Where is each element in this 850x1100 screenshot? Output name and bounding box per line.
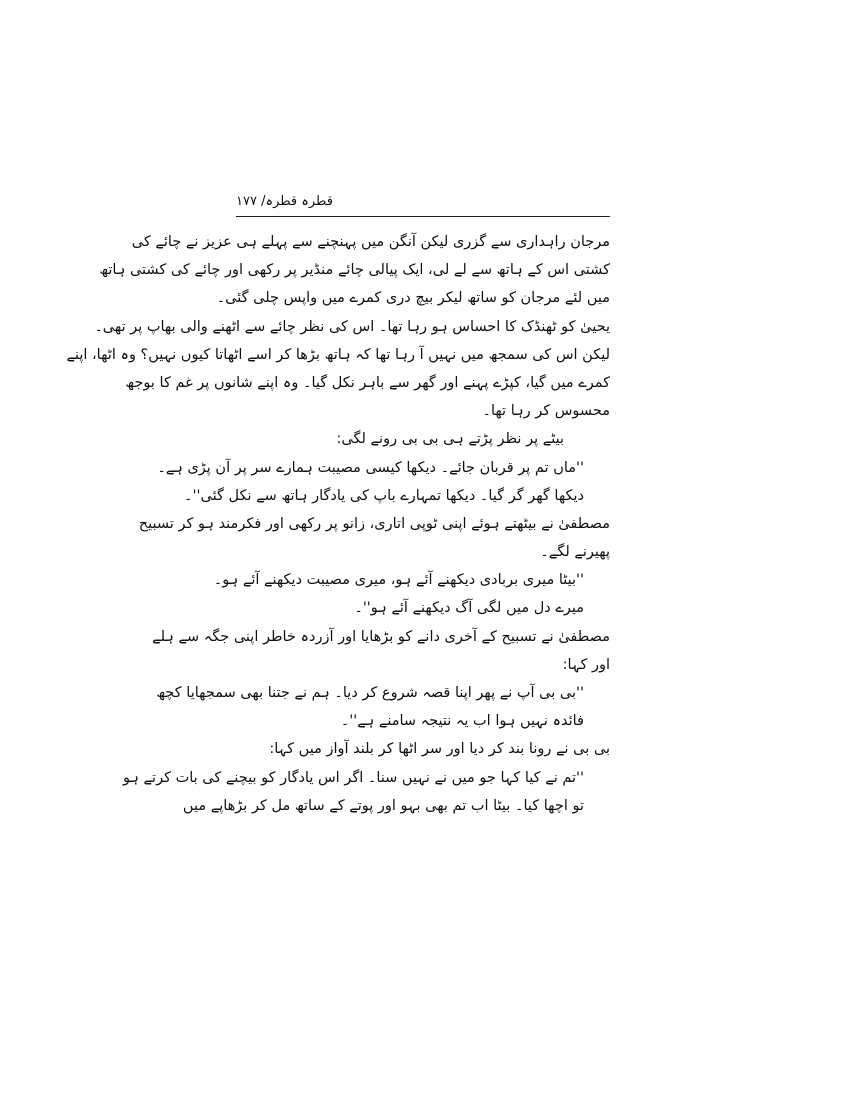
text-line: ''ماں تم پر قربان جائے۔ دیکھا کیسی مصیبت ہمارے سر پر آن پڑی ہے۔ (157, 459, 584, 476)
text-line: کشتی اس کے ہاتھ سے لے لی، ایک پیالی چائے منڈیر پر رکھی اور چائے کی کشتی ہاتھ (99, 262, 610, 279)
text-line: میرے دل میں لگی آگ دیکھنے آئے ہو''۔ (354, 600, 584, 617)
page-header (236, 194, 610, 218)
text-line: مصطفیٰ نے بیٹھتے ہوئے اپنی ٹوپی اتاری، زانو پر رکھی اور فکرمند ہو کر تسبیح (138, 515, 610, 532)
text-line: اور کہا: (562, 656, 610, 673)
header-rule (236, 216, 610, 217)
text-line: کمرے میں گیا، کپڑے پہنے اور گھر سے باہر نکل گیا۔ وہ اپنے شانوں پر غم کا بوجھ (125, 374, 610, 391)
text-line: ''بی بی آپ نے پھر اپنا قصہ شروع کر دیا۔ ہم نے جتنا بھی سمجھایا کچھ (156, 685, 584, 701)
text-line: لیکن اس کی سمجھ میں نہیں آ رہا تھا کہ ہاتھ بڑھا کر اسے اٹھاتا کیوں نہیں؟ وہ اٹھا، اپنے (66, 346, 610, 363)
text-line: ''تم نے کیا کہا جو میں نے نہیں سنا۔ اگر اس یادگار کو بیچنے کی بات کرتے ہو (122, 769, 584, 786)
page-number: قطرہ قطرہ/ ۱۷۷ (236, 194, 333, 209)
text-line: تو اچھا کیا۔ بیٹا اب تم بھی بہو اور پوتے کے ساتھ مل کر بڑھاپے میں (182, 797, 584, 814)
text-line: ''بیٹا میری بربادی دیکھنے آئے ہو، میری مصیبت دیکھنے آئے ہو۔ (213, 572, 584, 589)
text-line: مرجان راہداری سے گزری لیکن آنگن میں پہنچنے سے پہلے ہی عزیز نے چائے کی (131, 234, 610, 250)
text-line: محسوس کر رہا تھا۔ (482, 403, 610, 420)
text-line: بیٹے پر نظر پڑتے ہی بی بی رونے لگی: (336, 431, 564, 448)
text-line: مصطفیٰ نے تسبیح کے آخری دانے کو بڑھایا اور آزردہ خاطر اپنی جگہ سے ہلے (152, 628, 610, 645)
text-line: فائدہ نہیں ہوا اب یہ نتیجہ سامنے ہے''۔ (340, 713, 584, 730)
text-line: دیکھا گھر گر گیا۔ دیکھا تمہارے باپ کی یادگار ہاتھ سے نکل گئی''۔ (184, 487, 584, 504)
text-line: یحییٰ کو ٹھنڈک کا احساس ہو رہا تھا۔ اس کی نظر چائے سے اٹھنے والی بھاپ پر تھی۔ (94, 318, 610, 335)
text-line: میں لئے مرجان کو ساتھ لیکر بیچ دری کمرے میں واپس چلی گئی۔ (216, 290, 610, 307)
text-line: پھیرنے لگے۔ (540, 544, 610, 561)
text-line: بی بی نے رونا بند کر دیا اور سر اٹھا کر بلند آواز میں کہا: (269, 741, 610, 758)
body-text (66, 228, 610, 820)
